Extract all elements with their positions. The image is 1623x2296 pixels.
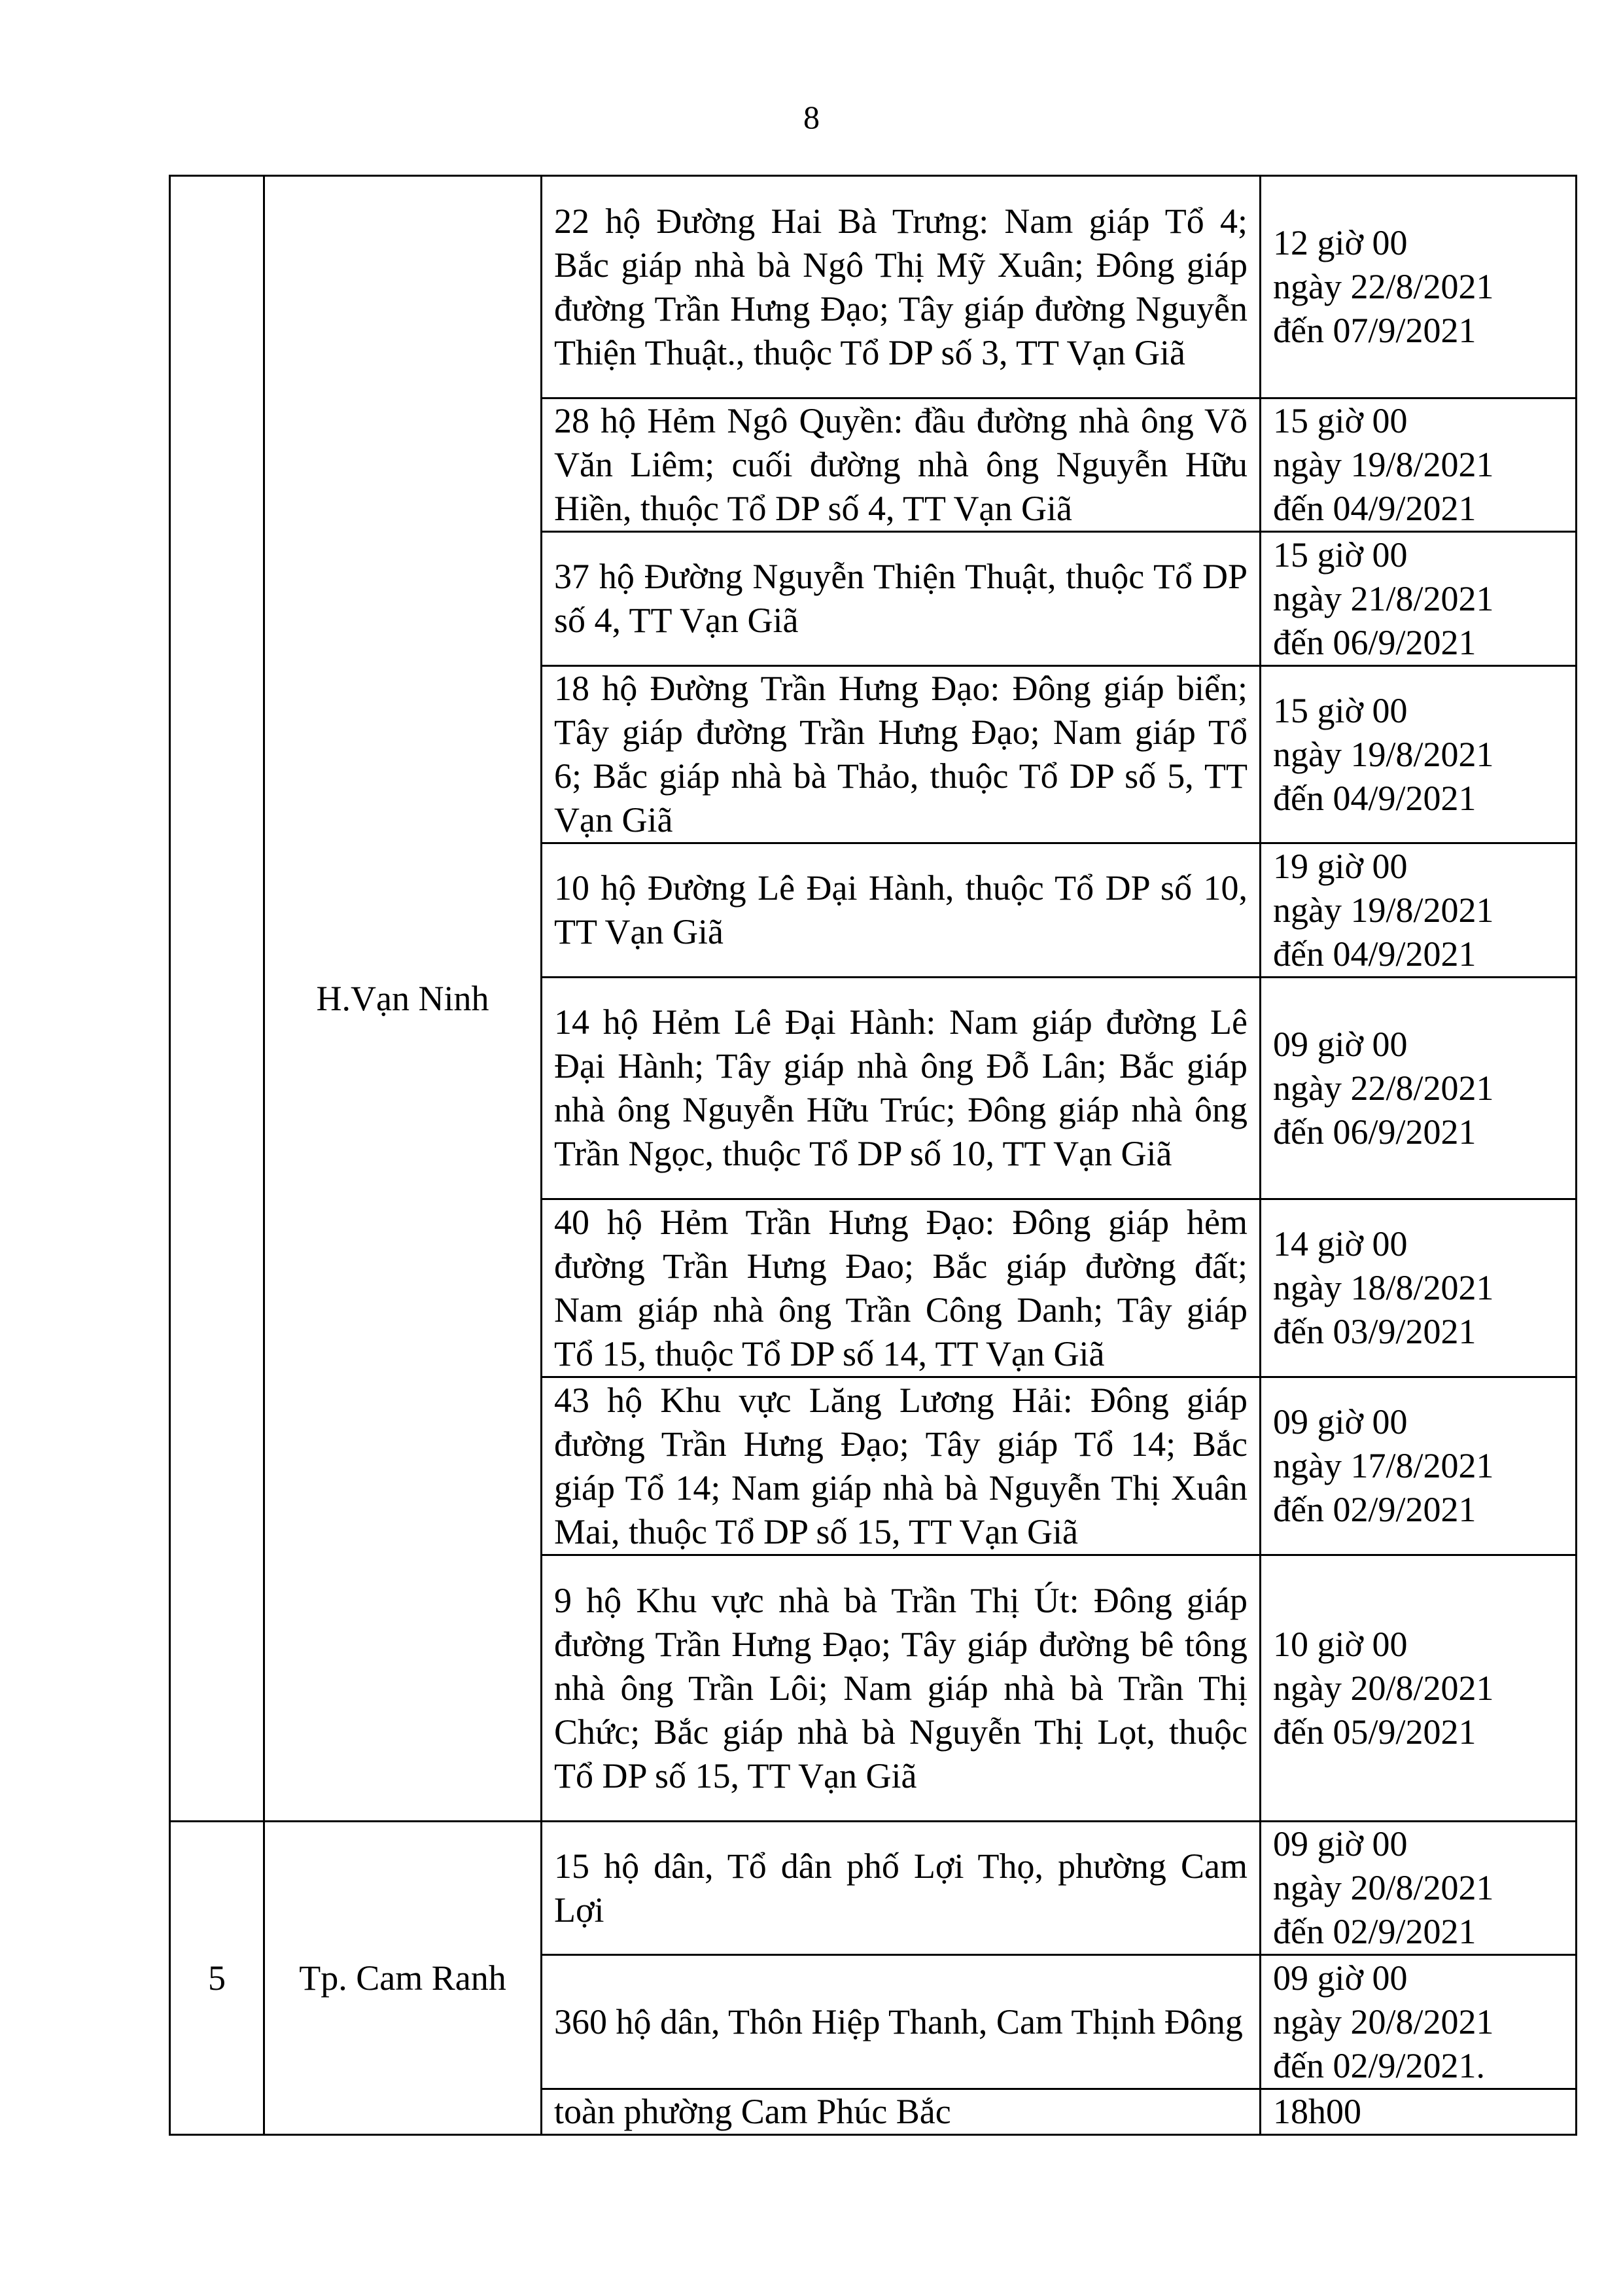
district-cell: Tp. Cam Ranh (264, 1822, 542, 2135)
area-cell: 40 hộ Hẻm Trần Hưng Đạo: Đông giáp hẻm đường Trần Hưng Đao; Bắc giáp đường đất; Nam giáp nhà ông Trần Công Danh; Tây giáp Tổ 15, thuộc Tổ DP số 14, TT Vạn Giã (542, 1199, 1261, 1377)
area-cell: toàn phường Cam Phúc Bắc (542, 2089, 1261, 2135)
table-row (170, 1822, 1577, 1955)
time-cell: 09 giờ 00 ngày 22/8/2021 đến 06/9/2021 (1261, 978, 1577, 1199)
time-cell: 12 giờ 00 ngày 22/8/2021 đến 07/9/2021 (1261, 176, 1577, 398)
time-cell: 09 giờ 00 ngày 20/8/2021 đến 02/9/2021 (1261, 1822, 1577, 1955)
area-cell: 18 hộ Đường Trần Hưng Đạo: Đông giáp biển; Tây giáp đường Trần Hưng Đạo; Nam giáp Tổ 6; Bắc giáp nhà bà Thảo, thuộc Tổ DP số 5, TT Vạn Giã (542, 666, 1261, 843)
time-cell: 18h00 (1261, 2089, 1577, 2135)
time-cell: 14 giờ 00 ngày 18/8/2021 đến 03/9/2021 (1261, 1199, 1577, 1377)
area-cell: 10 hộ Đường Lê Đại Hành, thuộc Tổ DP số 10, TT Vạn Giã (542, 843, 1261, 978)
area-cell: 43 hộ Khu vực Lăng Lương Hải: Đông giáp đường Trần Hưng Đạo; Tây giáp Tổ 14; Bắc giáp Tổ 14; Nam giáp nhà bà Nguyễn Thị Xuân Mai, thuộc Tổ DP số 15, TT Vạn Giã (542, 1377, 1261, 1555)
time-cell: 19 giờ 00 ngày 19/8/2021 đến 04/9/2021 (1261, 843, 1577, 978)
page-number: 8 (803, 99, 820, 135)
area-cell: 360 hộ dân, Thôn Hiệp Thanh, Cam Thịnh Đông (542, 1955, 1261, 2089)
area-cell: 14 hộ Hẻm Lê Đại Hành: Nam giáp đường Lê Đại Hành; Tây giáp nhà ông Đỗ Lân; Bắc giáp nhà ông Nguyễn Hữu Trúc; Đông giáp nhà ông Trần Ngọc, thuộc Tổ DP số 10, TT Vạn Giã (542, 978, 1261, 1199)
area-cell: 37 hộ Đường Nguyễn Thiện Thuật, thuộc Tổ DP số 4, TT Vạn Giã (542, 532, 1261, 666)
time-cell: 09 giờ 00 ngày 17/8/2021 đến 02/9/2021 (1261, 1377, 1577, 1555)
row-number-cell (170, 176, 264, 1822)
lockdown-areas-table (169, 175, 1577, 2136)
row-number-cell: 5 (170, 1822, 264, 2135)
area-cell: 28 hộ Hẻm Ngô Quyền: đầu đường nhà ông Võ Văn Liêm; cuối đường nhà ông Nguyễn Hữu Hiền, thuộc Tổ DP số 4, TT Vạn Giã (542, 398, 1261, 532)
time-cell: 15 giờ 00 ngày 19/8/2021 đến 04/9/2021 (1261, 398, 1577, 532)
district-cell: H.Vạn Ninh (264, 176, 542, 1822)
time-cell: 15 giờ 00 ngày 21/8/2021 đến 06/9/2021 (1261, 532, 1577, 666)
area-cell: 15 hộ dân, Tổ dân phố Lợi Thọ, phường Cam Lợi (542, 1822, 1261, 1955)
table-row (170, 176, 1577, 398)
area-cell: 22 hộ Đường Hai Bà Trưng: Nam giáp Tổ 4; Bắc giáp nhà bà Ngô Thị Mỹ Xuân; Đông giáp đường Trần Hưng Đạo; Tây giáp đường Nguyễn Thiện Thuật., thuộc Tổ DP số 3, TT Vạn Giã (542, 176, 1261, 398)
area-cell: 9 hộ Khu vực nhà bà Trần Thị Út: Đông giáp đường Trần Hưng Đạo; Tây giáp đường bê tông nhà ông Trần Lôi; Nam giáp nhà bà Trần Thị Chức; Bắc giáp nhà bà Nguyễn Thị Lọt, thuộc Tổ DP số 15, TT Vạn Giã (542, 1555, 1261, 1822)
time-cell: 09 giờ 00 ngày 20/8/2021 đến 02/9/2021. (1261, 1955, 1577, 2089)
time-cell: 15 giờ 00 ngày 19/8/2021 đến 04/9/2021 (1261, 666, 1577, 843)
time-cell: 10 giờ 00 ngày 20/8/2021 đến 05/9/2021 (1261, 1555, 1577, 1822)
